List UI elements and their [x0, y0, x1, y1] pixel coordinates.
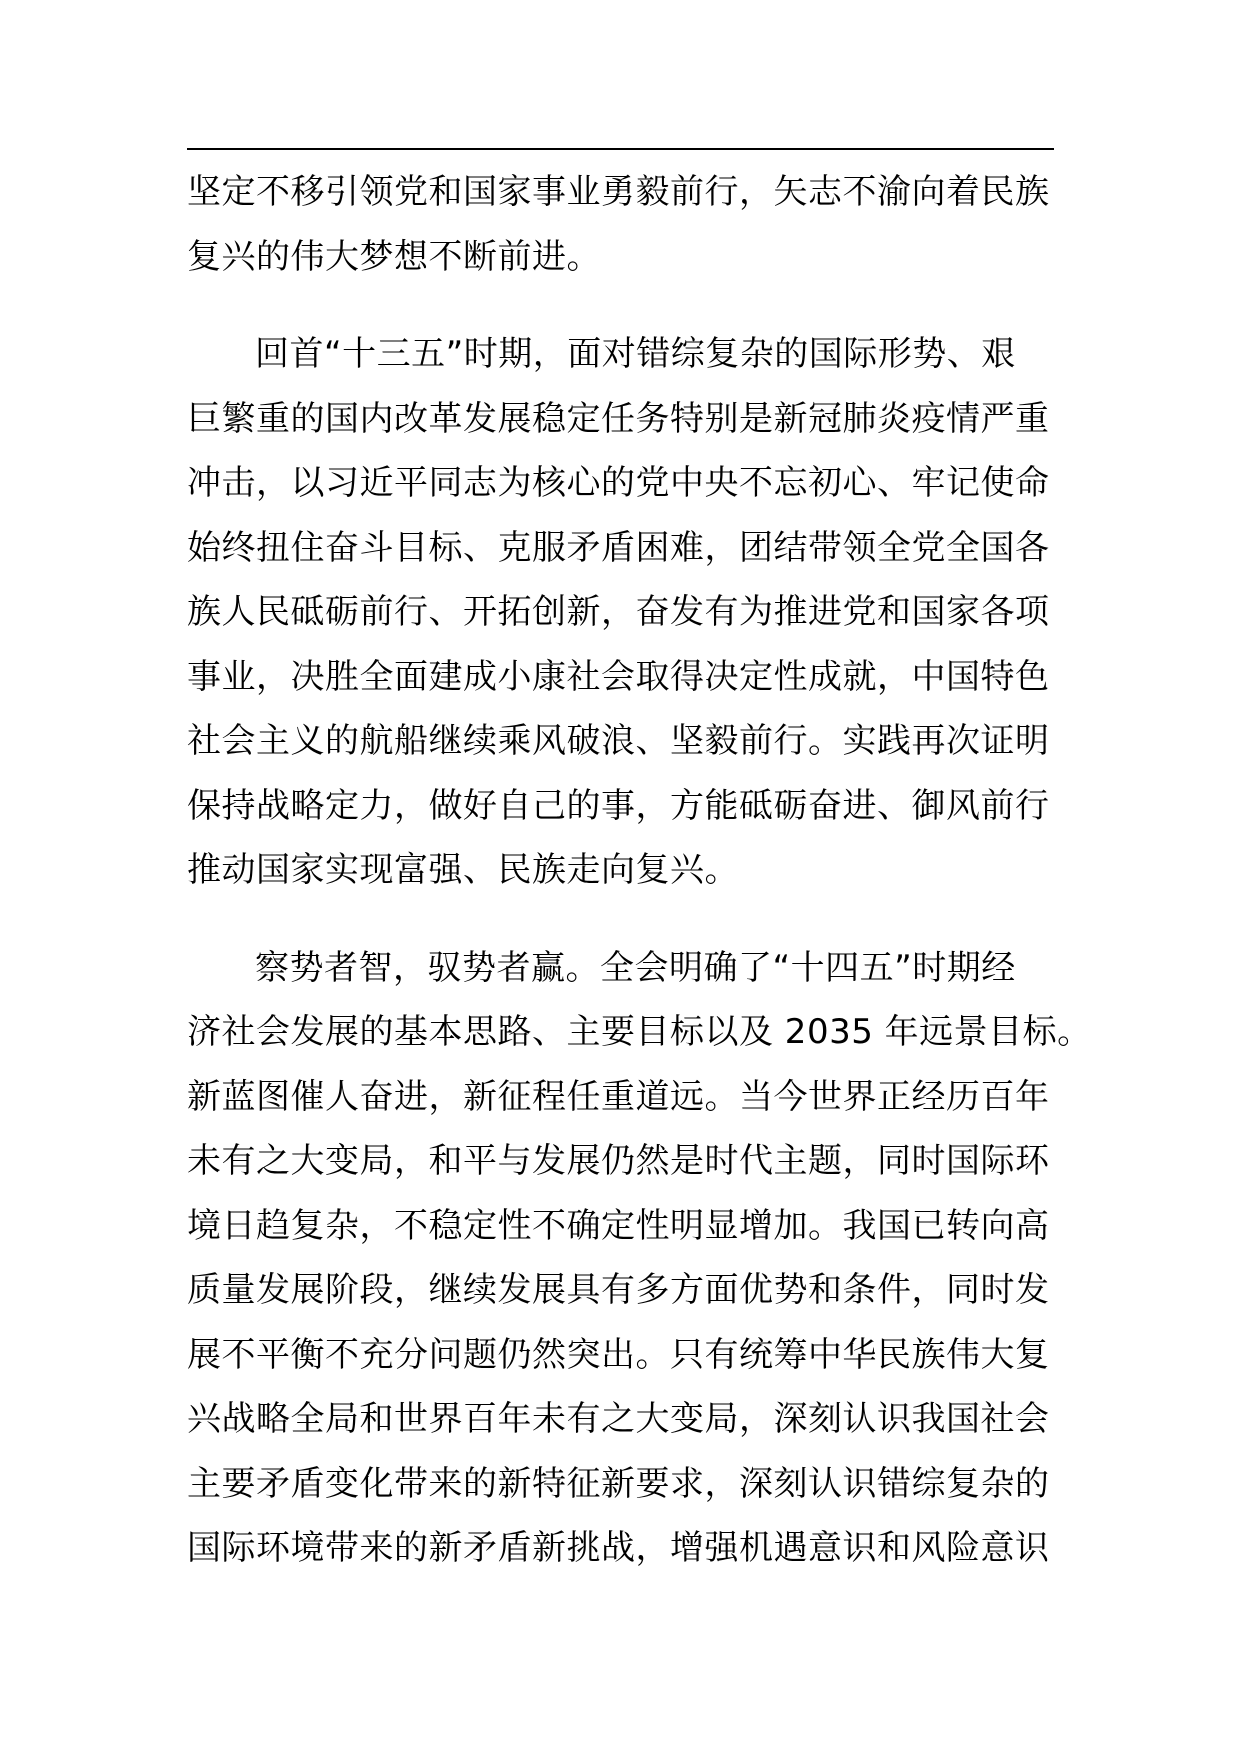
paragraph-line: 兴战略全局和世界百年未有之大变局，深刻认识我国社会 [187, 1399, 1050, 1439]
paragraph-line: 质量发展阶段，继续发展具有多方面优势和条件，同时发 [187, 1270, 1050, 1310]
paragraph-line: 回首“十三五”时期，面对错综复杂的国际形势、艰 [255, 334, 1016, 374]
paragraph-line: 察势者智，驭势者赢。全会明确了“十四五”时期经 [255, 947, 1016, 988]
paragraph-line: 展不平衡不充分问题仍然突出。只有统筹中华民族伟大复 [187, 1334, 1050, 1375]
paragraph-1 [187, 160, 1057, 289]
paragraph-line: 始终扭住奋斗目标、克服矛盾困难，团结带领全党全国各 [187, 527, 1050, 568]
paragraph-line: 保持战略定力，做好自己的事，方能砥砺奋进、御风前行 [187, 785, 1050, 826]
paragraph-line: 国际环境带来的新矛盾新挑战，增强机遇意识和风险意识 [187, 1528, 1050, 1568]
paragraph-line: 事业，决胜全面建成小康社会取得决定性成就，中国特色 [187, 656, 1050, 697]
paragraph-line: 境日趋复杂，不稳定性不确定性明显增加。我国已转向高 [187, 1205, 1050, 1246]
paragraph-line: 未有之大变局，和平与发展仍然是时代主题，同时国际环 [187, 1141, 1050, 1181]
paragraph-line: 济社会发展的基本思路、主要目标以及 2035 年远景目标。 [187, 1012, 1092, 1052]
paragraph-2 [187, 322, 1057, 903]
paragraph-line: 主要矛盾变化带来的新特征新要求，深刻认识错综复杂的 [187, 1463, 1050, 1504]
paragraph-line: 新蓝图催人奋进，新征程任重道远。当今世界正经历百年 [187, 1076, 1050, 1117]
paragraph-line: 推动国家实现富强、民族走向复兴。 [187, 850, 739, 890]
header-rule [187, 148, 1054, 150]
paragraph-3 [187, 936, 1092, 1581]
paragraph-line: 巨繁重的国内改革发展稳定任务特别是新冠肺炎疫情严重 [187, 398, 1050, 439]
paragraph-line: 坚定不移引领党和国家事业勇毅前行，矢志不渝向着民族 [187, 172, 1050, 212]
paragraph-line: 族人民砥砺前行、开拓创新，奋发有为推进党和国家各项 [187, 592, 1050, 632]
paragraph-line: 复兴的伟大梦想不断前进。 [187, 236, 601, 277]
document-body [187, 160, 1092, 1581]
paragraph-line: 冲击，以习近平同志为核心的党中央不忘初心、牢记使命 [187, 463, 1050, 503]
paragraph-line: 社会主义的航船继续乘风破浪、坚毅前行。实践再次证明 [187, 721, 1050, 761]
